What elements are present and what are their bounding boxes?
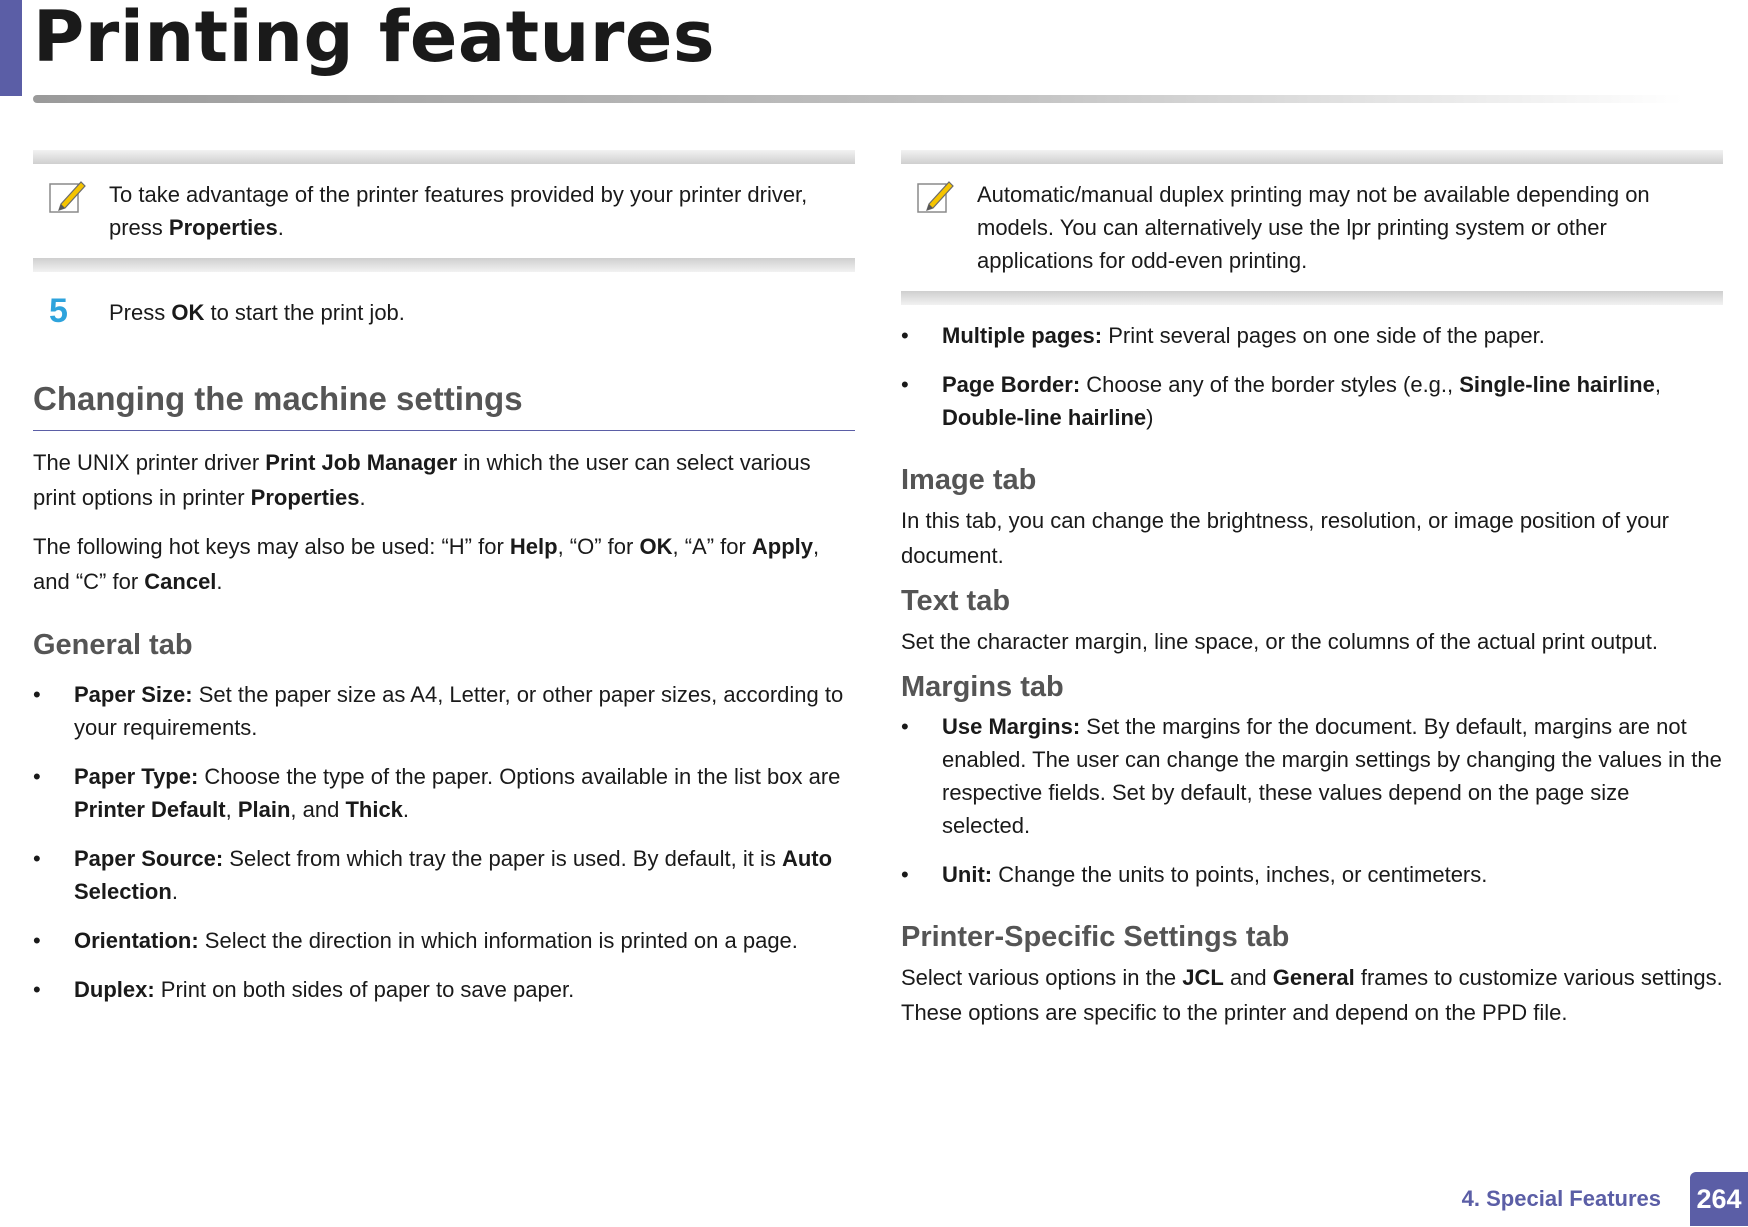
text-tab-heading: Text tab — [901, 585, 1011, 617]
footer-chapter: 4. Special Features — [1461, 1186, 1661, 1211]
note-pencil-icon — [47, 176, 87, 216]
hotkeys-paragraph: The following hot keys may also be used: “H” for Help, “O” for OK, “A” for Apply, and “C” for Cancel. — [33, 534, 820, 594]
list-item: • Use Margins: Set the margins for the document. By default, margins are not enabled. The user can change the margin settings by changing the values in the respective fields. Set by default, these values depend on the page size selected. — [901, 710, 1723, 842]
image-tab-text: In this tab, you can change the brightness, resolution, or image position of your document. — [901, 508, 1670, 568]
note-box-properties — [33, 150, 855, 272]
list-item: • Unit: Change the units to points, inches, or centimeters. — [901, 858, 1723, 891]
list-item: • Duplex: Print on both sides of paper to save paper. — [33, 973, 855, 1006]
step-5 — [33, 294, 855, 350]
left-column — [33, 150, 855, 1006]
list-item: • Multiple pages: Print several pages on one side of the paper. — [901, 319, 1723, 352]
title-rule — [33, 95, 1683, 103]
general-tab-heading: General tab — [33, 629, 193, 661]
header-accent-bar — [0, 0, 22, 96]
page-number-badge: 264 — [1690, 1172, 1748, 1226]
section-title: Changing the machine settings — [33, 380, 855, 431]
list-item: • Orientation: Select the direction in which information is printed on a page. — [33, 924, 855, 957]
step-text: Press OK to start the print job. — [109, 300, 405, 325]
note-text: Automatic/manual duplex printing may not be available depending on models. You can alternatively use the lpr printing system or other applications for odd-even printing. — [977, 182, 1650, 273]
step-number: 5 — [49, 292, 68, 330]
printer-specific-heading: Printer-Specific Settings tab — [901, 921, 1290, 953]
printer-specific-text: Select various options in the JCL and General frames to customize various settings. These options are specific to the printer and depend on the PPD file. — [901, 965, 1723, 1025]
right-column — [901, 150, 1723, 1030]
note-pencil-icon — [915, 176, 955, 216]
list-item: • Paper Size: Set the paper size as A4, Letter, or other paper sizes, according to your requirements. — [33, 678, 855, 744]
list-item: • Paper Source: Select from which tray the paper is used. By default, it is Auto Selection. — [33, 842, 855, 908]
margins-tab-list — [901, 710, 1723, 891]
general-tab-list — [33, 678, 855, 1006]
layout-options-list — [901, 319, 1723, 434]
page-title: Printing features — [33, 0, 716, 78]
text-tab-text: Set the character margin, line space, or the columns of the actual print output. — [901, 629, 1658, 654]
list-item: • Paper Type: Choose the type of the paper. Options available in the list box are Printer Default, Plain, and Thick. — [33, 760, 855, 826]
list-item: • Page Border: Choose any of the border styles (e.g., Single-line hairline, Double-line hairline) — [901, 368, 1723, 434]
margins-tab-heading: Margins tab — [901, 671, 1064, 703]
image-tab-heading: Image tab — [901, 464, 1037, 496]
note-text: To take advantage of the printer features provided by your printer driver, press Properties. — [109, 182, 808, 240]
intro-paragraph: The UNIX printer driver Print Job Manager in which the user can select various print options in printer Properties. — [33, 450, 811, 510]
note-box-duplex — [901, 150, 1723, 305]
